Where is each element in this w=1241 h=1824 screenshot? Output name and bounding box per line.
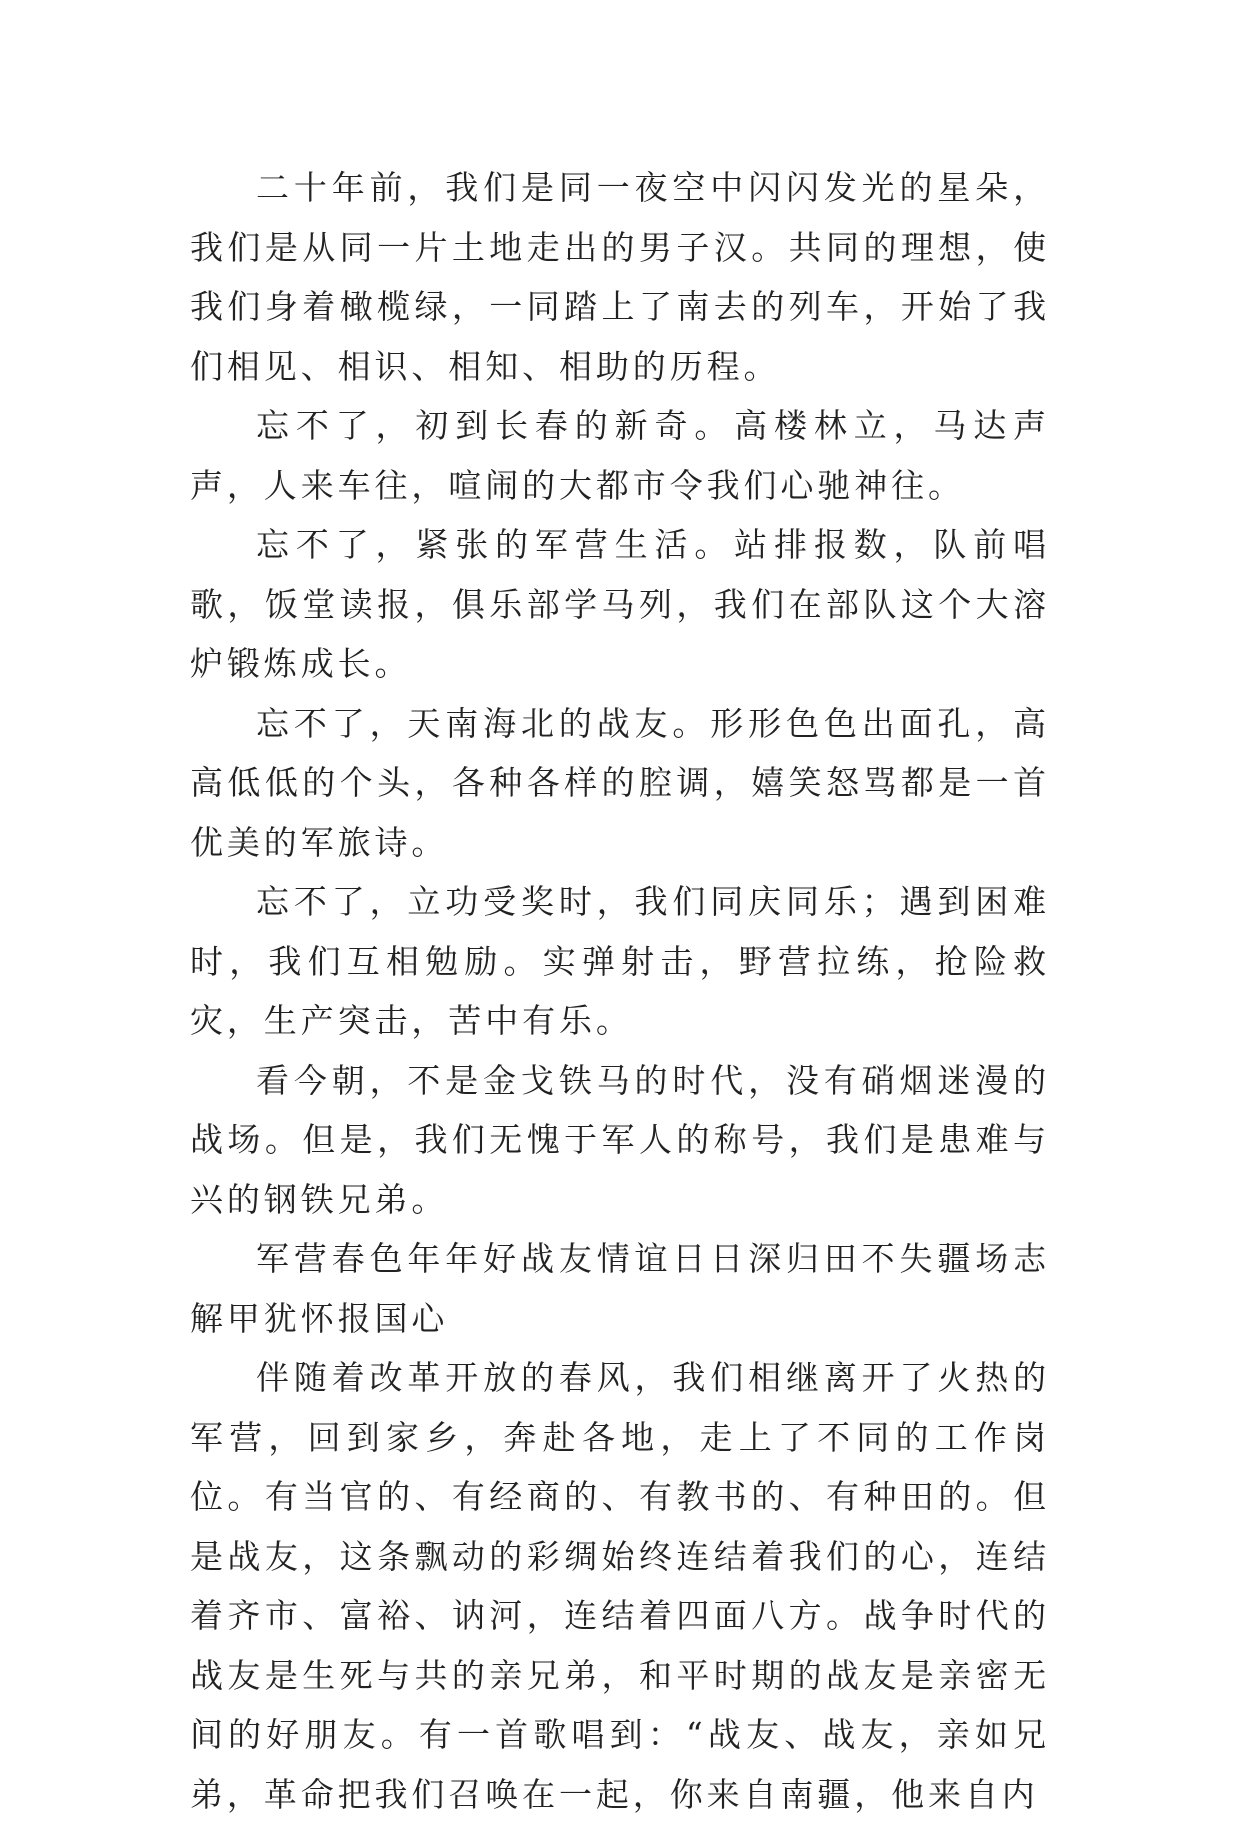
paragraph-8: 伴随着改革开放的春风，我们相继离开了火热的军营，回到家乡，奔赴各地，走上了不同的工作岗位。有当官的、有经商的、有教书的、有种田的。但是战友，这条飘动的彩绸始终连结着我们的心，连结着齐市、富裕、讷河，连结着四面八方。战争时代的战友是生死与共的亲兄弟，和平时期的战友是亲密无间的好朋友。有一首歌唱到：“战友、战友，亲如兄弟，革命把我们召唤在一起，你来自南疆，他来自内 <box>190 1358 1050 1814</box>
paragraph-2: 忘不了，初到长春的新奇。高楼林立，马达声声，人来车往，喧闹的大都市令我们心驰神往。 <box>190 406 1050 505</box>
paragraph-3: 忘不了，紧张的军营生活。站排报数，队前唱歌，饭堂读报，俱乐部学马列，我们在部队这个大溶炉锻炼成长。 <box>190 525 1050 683</box>
paragraph-4: 忘不了，天南海北的战友。形形色色出面孔，高高低低的个头，各种各样的腔调，嬉笑怒骂都是一首优美的军旅诗。 <box>190 703 1050 862</box>
paragraph-6: 看今朝，不是金戈铁马的时代，没有硝烟迷漫的战场。但是，我们无愧于军人的称号，我们是患难与兴的钢铁兄弟。 <box>190 1060 1050 1219</box>
paragraph-5: 忘不了，立功受奖时，我们同庆同乐；遇到困难时，我们互相勉励。实弹射击，野营拉练，抢险救灾，生产突击，苦中有乐。 <box>190 882 1050 1040</box>
document-body <box>190 158 1050 1824</box>
paragraph-1: 二十年前，我们是同一夜空中闪闪发光的星朵，我们是从同一片土地走出的男子汉。共同的理想，使我们身着橄榄绿，一同踏上了南去的列车，开始了我们相见、相识、相知、相助的历程。 <box>190 168 1050 386</box>
paragraph-7: 军营春色年年好战友情谊日日深归田不失疆场志解甲犹怀报国心 <box>190 1239 1050 1338</box>
